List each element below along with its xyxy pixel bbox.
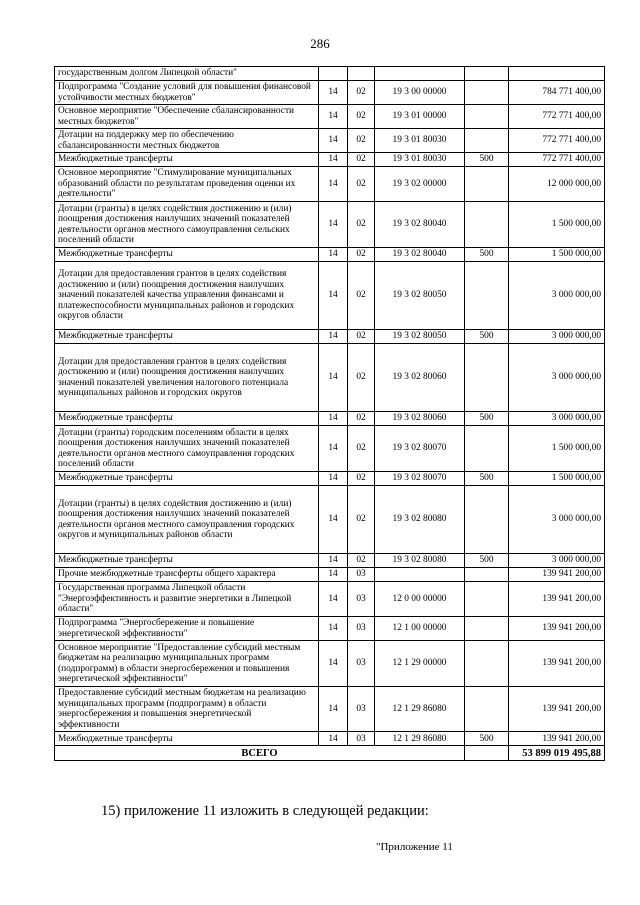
row-subsection-cell [348, 67, 375, 81]
row-subsection-cell: 02 [348, 344, 375, 412]
row-subsection-cell: 02 [348, 129, 375, 153]
table-row [55, 582, 605, 617]
row-target-code-cell: 19 3 01 80030 [375, 129, 465, 153]
row-name-cell: Дотации (гранты) городским поселениям области в целях поощрения достижения наилучших значений показателей деятельности органов местного самоуправления городских поселений области [55, 426, 319, 472]
row-expense-type-cell [465, 202, 509, 248]
total-row [55, 746, 605, 761]
row-expense-type-cell: 500 [465, 554, 509, 568]
table-row [55, 426, 605, 472]
row-target-code-cell: 19 3 02 80040 [375, 248, 465, 262]
row-name-cell: Подпрограмма "Энергосбережение и повышение энергетической эффективности" [55, 617, 319, 641]
row-amount-cell: 139 941 200,00 [509, 732, 605, 746]
row-subsection-cell: 02 [348, 330, 375, 344]
row-name-cell: Межбюджетные трансферты [55, 248, 319, 262]
row-amount-cell: 3 000 000,00 [509, 412, 605, 426]
row-section-cell: 14 [319, 153, 348, 167]
row-name-cell: Основное мероприятие "Стимулирование муниципальных образований области по результатам проведения оценки их деятельности" [55, 167, 319, 202]
table-row [55, 554, 605, 568]
row-target-code-cell: 19 3 02 80040 [375, 202, 465, 248]
row-name-cell: Дотации для предоставления грантов в целях содействия достижению и (или) поощрения достижения наилучших значений показателей качества управления финансами и платежеспособности муниципальных районов и городских округов области [55, 262, 319, 330]
row-section-cell: 14 [319, 412, 348, 426]
row-subsection-cell: 02 [348, 472, 375, 486]
row-amount-cell: 1 500 000,00 [509, 472, 605, 486]
table-row [55, 412, 605, 426]
row-amount-cell: 12 000 000,00 [509, 167, 605, 202]
table-row [55, 486, 605, 554]
table-row [55, 153, 605, 167]
row-subsection-cell: 02 [348, 81, 375, 105]
row-name-cell: государственным долгом Липецкой области" [55, 67, 319, 81]
row-section-cell: 14 [319, 262, 348, 330]
row-section-cell: 14 [319, 248, 348, 262]
row-subsection-cell: 02 [348, 486, 375, 554]
row-amount-cell: 1 500 000,00 [509, 248, 605, 262]
table-row [55, 167, 605, 202]
row-expense-type-cell: 500 [465, 472, 509, 486]
total-label: ВСЕГО [55, 746, 465, 761]
row-section-cell: 14 [319, 167, 348, 202]
row-expense-type-cell: 500 [465, 330, 509, 344]
row-section-cell: 14 [319, 472, 348, 486]
table-row [55, 732, 605, 746]
appendix-label: "Приложение 11 [376, 841, 453, 853]
row-amount-cell: 139 941 200,00 [509, 641, 605, 687]
row-target-code-cell: 12 1 29 00000 [375, 641, 465, 687]
row-subsection-cell: 02 [348, 248, 375, 262]
row-section-cell: 14 [319, 129, 348, 153]
table-row [55, 129, 605, 153]
budget-table [54, 66, 605, 761]
row-name-cell: Межбюджетные трансферты [55, 153, 319, 167]
row-subsection-cell: 03 [348, 617, 375, 641]
row-target-code-cell: 19 3 02 80060 [375, 344, 465, 412]
row-section-cell: 14 [319, 554, 348, 568]
row-expense-type-cell [465, 262, 509, 330]
page-number: 286 [310, 36, 330, 51]
row-expense-type-cell [465, 105, 509, 129]
row-subsection-cell: 03 [348, 687, 375, 732]
row-target-code-cell: 12 1 29 86080 [375, 687, 465, 732]
row-expense-type-cell [465, 687, 509, 732]
row-amount-cell: 784 771 400,00 [509, 81, 605, 105]
row-amount-cell: 139 941 200,00 [509, 617, 605, 641]
row-amount-cell: 139 941 200,00 [509, 568, 605, 582]
row-section-cell: 14 [319, 81, 348, 105]
row-section-cell: 14 [319, 568, 348, 582]
row-expense-type-cell [465, 617, 509, 641]
row-name-cell: Прочие межбюджетные трансферты общего характера [55, 568, 319, 582]
row-amount-cell: 3 000 000,00 [509, 486, 605, 554]
row-name-cell: Дотации на поддержку мер по обеспечению сбалансированности местных бюджетов [55, 129, 319, 153]
total-amount: 53 899 019 495,88 [509, 746, 605, 761]
row-expense-type-cell [465, 81, 509, 105]
row-section-cell: 14 [319, 330, 348, 344]
row-subsection-cell: 02 [348, 262, 375, 330]
row-expense-type-cell [465, 568, 509, 582]
row-name-cell: Дотации для предоставления грантов в целях содействия достижению и (или) поощрения достижения наилучших значений показателей увеличения налогового потенциала муниципальных районов и городских округов [55, 344, 319, 412]
row-section-cell: 14 [319, 344, 348, 412]
row-expense-type-cell [465, 167, 509, 202]
row-amount-cell: 772 771 400,00 [509, 129, 605, 153]
row-target-code-cell: 12 1 29 86080 [375, 732, 465, 746]
row-subsection-cell: 02 [348, 167, 375, 202]
row-section-cell: 14 [319, 426, 348, 472]
row-subsection-cell: 03 [348, 641, 375, 687]
row-section-cell: 14 [319, 617, 348, 641]
row-amount-cell: 772 771 400,00 [509, 105, 605, 129]
row-amount-cell: 3 000 000,00 [509, 554, 605, 568]
row-amount-cell: 772 771 400,00 [509, 153, 605, 167]
row-expense-type-cell: 500 [465, 248, 509, 262]
row-target-code-cell: 19 3 02 80070 [375, 472, 465, 486]
row-name-cell: Подпрограмма "Создание условий для повышения финансовой устойчивости местных бюджетов" [55, 81, 319, 105]
row-name-cell: Межбюджетные трансферты [55, 554, 319, 568]
row-name-cell: Предоставление субсидий местным бюджетам на реализацию муниципальных программ (подпрограмм) в области энергосбережения и повышения энергетической эффективности [55, 687, 319, 732]
row-subsection-cell: 02 [348, 554, 375, 568]
row-target-code-cell: 12 1 00 00000 [375, 617, 465, 641]
table-row [55, 330, 605, 344]
row-section-cell: 14 [319, 641, 348, 687]
row-expense-type-cell [465, 344, 509, 412]
row-target-code-cell: 19 3 02 80070 [375, 426, 465, 472]
table-row [55, 687, 605, 732]
row-section-cell: 14 [319, 687, 348, 732]
table-row [55, 202, 605, 248]
row-subsection-cell: 02 [348, 105, 375, 129]
table-row [55, 568, 605, 582]
row-name-cell: Дотации (гранты) в целях содействия достижению и (или) поощрения достижения наилучших значений показателей деятельности органов местного самоуправления сельских поселений области [55, 202, 319, 248]
table-row [55, 344, 605, 412]
row-name-cell: Межбюджетные трансферты [55, 472, 319, 486]
row-target-code-cell: 19 3 00 00000 [375, 81, 465, 105]
row-subsection-cell: 03 [348, 582, 375, 617]
row-section-cell: 14 [319, 105, 348, 129]
row-target-code-cell: 19 3 02 80060 [375, 412, 465, 426]
row-expense-type-cell [465, 67, 509, 81]
table-row [55, 262, 605, 330]
row-expense-type-cell: 500 [465, 732, 509, 746]
row-name-cell: Государственная программа Липецкой области "Энергоэффективность и развитие энергетики в Липецкой области" [55, 582, 319, 617]
row-subsection-cell: 02 [348, 412, 375, 426]
row-amount-cell: 1 500 000,00 [509, 202, 605, 248]
row-amount-cell [509, 67, 605, 81]
row-target-code-cell [375, 67, 465, 81]
table-row [55, 248, 605, 262]
row-amount-cell: 3 000 000,00 [509, 344, 605, 412]
row-target-code-cell [375, 568, 465, 582]
row-target-code-cell: 19 3 02 00000 [375, 167, 465, 202]
instruction-text: 15) приложение 11 изложить в следующей редакции: [101, 803, 429, 819]
row-section-cell [319, 67, 348, 81]
table-row [55, 81, 605, 105]
total-empty-cell [465, 746, 509, 761]
table-row [55, 641, 605, 687]
row-amount-cell: 3 000 000,00 [509, 330, 605, 344]
row-section-cell: 14 [319, 732, 348, 746]
row-target-code-cell: 19 3 01 00000 [375, 105, 465, 129]
row-target-code-cell: 19 3 02 80050 [375, 330, 465, 344]
row-expense-type-cell [465, 129, 509, 153]
table-body [55, 67, 605, 761]
row-target-code-cell: 12 0 00 00000 [375, 582, 465, 617]
row-expense-type-cell [465, 486, 509, 554]
row-name-cell: Основное мероприятие "Обеспечение сбалансированности местных бюджетов" [55, 105, 319, 129]
table-row [55, 472, 605, 486]
table-row [55, 617, 605, 641]
table-row [55, 67, 605, 81]
row-section-cell: 14 [319, 582, 348, 617]
row-name-cell: Межбюджетные трансферты [55, 412, 319, 426]
row-expense-type-cell [465, 582, 509, 617]
row-expense-type-cell: 500 [465, 412, 509, 426]
row-amount-cell: 139 941 200,00 [509, 582, 605, 617]
row-expense-type-cell [465, 641, 509, 687]
row-name-cell: Межбюджетные трансферты [55, 330, 319, 344]
row-target-code-cell: 19 3 02 80050 [375, 262, 465, 330]
row-section-cell: 14 [319, 202, 348, 248]
row-amount-cell: 139 941 200,00 [509, 687, 605, 732]
row-section-cell: 14 [319, 486, 348, 554]
row-expense-type-cell [465, 426, 509, 472]
row-target-code-cell: 19 3 02 80080 [375, 486, 465, 554]
row-amount-cell: 1 500 000,00 [509, 426, 605, 472]
row-name-cell: Дотации (гранты) в целях содействия достижению и (или) поощрения достижения наилучших значений показателей деятельности органов местного самоуправления городских округов и муниципальных районов области [55, 486, 319, 554]
row-name-cell: Межбюджетные трансферты [55, 732, 319, 746]
row-subsection-cell: 03 [348, 568, 375, 582]
row-subsection-cell: 03 [348, 732, 375, 746]
row-amount-cell: 3 000 000,00 [509, 262, 605, 330]
row-subsection-cell: 02 [348, 202, 375, 248]
table-row [55, 105, 605, 129]
row-name-cell: Основное мероприятие "Предоставление субсидий местным бюджетам на реализацию муниципальных программ (подпрограмм) в области энергосбережения и повышения энергетической эффективности" [55, 641, 319, 687]
row-expense-type-cell: 500 [465, 153, 509, 167]
row-target-code-cell: 19 3 02 80080 [375, 554, 465, 568]
row-target-code-cell: 19 3 01 80030 [375, 153, 465, 167]
row-subsection-cell: 02 [348, 426, 375, 472]
row-subsection-cell: 02 [348, 153, 375, 167]
